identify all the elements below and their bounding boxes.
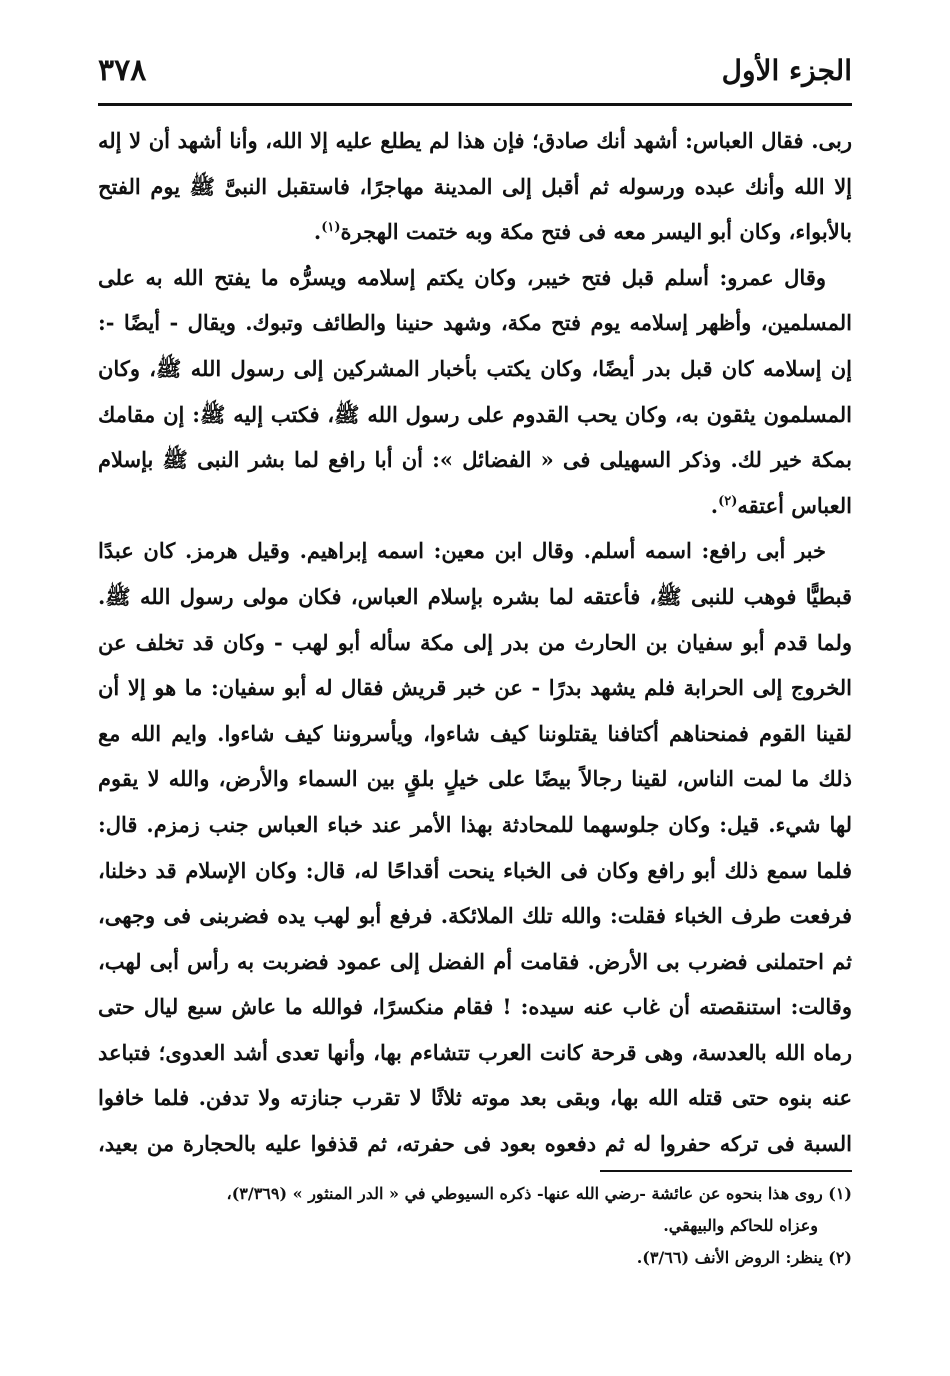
footnotes xyxy=(98,1178,852,1274)
paragraph-end: . xyxy=(710,492,719,518)
paragraph-text: وقال عمرو: أسلم قبل فتح خيبر، وكان يكتم إسلامه ويسرُّه ما يفتح الله به على المسلمين، وأظهر إسلامه يوم فتح مكة، وشهد حنينا والطائف وتبوك. ويقال - أيضًا -: إن إسلامه كان قبل بدر أيضًا، وكان يكتب بأخبار المشركين إلى رسول الله ﷺ، وكان المسلمون يثقون به، وكان يحب القدوم على رسول الله ﷺ، فكتب إليه ﷺ: إن مقامك بمكة خير لك. وذكر السهيلى فى « الفضائل »: أن أبا رافع لما بشر النبى ﷺ بإسلام العباس أعتقه xyxy=(98,264,852,518)
footnote-reference: (٢) xyxy=(718,493,738,509)
paragraph xyxy=(98,118,852,255)
paragraph-text: ربى. فقال العباس: أشهد أنك صادق؛ فإن هذا لم يطلع عليه إلا الله، وأنا أشهد أن لا إله إلا الله وأنك عبده ورسوله ثم أقبل إلى المدينة مهاجرًا، فاستقبل النبىَّ ﷺ يوم الفتح بالأبواء، وكان أبو اليسر معه فى فتح مكة وبه ختمت الهجرة xyxy=(98,128,852,245)
main-text xyxy=(98,118,852,1163)
page-number: ٣٧٨ xyxy=(98,52,147,88)
running-title: الجزء الأول xyxy=(721,53,852,87)
paragraph-text: خبر أبى رافع: اسمه أسلم. وقال ابن معين: اسمه إبراهيم. وقيل هرمز. كان عبدًا قبطيًّا فوهب للنبى ﷺ، فأعتقه لما بشره بإسلام العباس، فكان مولى رسول الله ﷺ. ولما قدم أبو سفيان بن الحارث من بدر إلى مكة سأله أبو لهب - وكان قد تخلف عن الخروج إلى الحرابة فلم يشهد بدرًا - عن خبر قريش فقال له أبو سفيان: ما هو إلا أن لقينا القوم فمنحناهم أكتافنا يقتلوننا كيف شاءوا، ويأسروننا كيف شاءوا. وايم الله مع ذلك ما لمت الناس، لقينا رجالاً بيضًا على خيلٍ بلقٍ بين السماء والأرض، والله لا يقوم لها شيء. قيل: وكان جلوسهما للمحادثة بهذا الأمر عند خباء العباس جنب زمزم. قال: فلما سمع ذلك أبو رافع وكان فى الخباء ينحت أقداحًا له، قال: وكان الإسلام قد دخلنا، فرفعت طرف الخباء فقلت: والله تلك الملائكة. فرفع أبو لهب يده فضربنى فى وجهى، ثم احتملنى فضرب بى الأرض. فقامت أم الفضل إلى عمود فضربت به رأس أبى لهب، وقالت: استنقصته أن غاب عنه سيده: ! فقام منكسرًا، فوالله ما عاش سبع ليال حتى رماه الله بالعدسة، وهى قرحة كانت العرب تتشاءم بها، وأنها تعدى أشد العدوى؛ فتباعد عنه بنوه حتى قتله الله بها، وبقى بعد موته ثلاثًا لا تقرب جنازته ولا تدفن. فلما خافوا السبة فى تركه حفروا له ثم دفعوه بعود فى حفرته، ثم قذفوا عليه بالحجارة من بعيد، xyxy=(98,538,852,1157)
paragraph xyxy=(98,255,852,529)
header-rule xyxy=(98,103,852,106)
footnote-rule xyxy=(600,1170,852,1172)
footnote-reference: (١) xyxy=(321,220,341,236)
footnote-2: (٢) ينظر: الروض الأنف (٣/٦٦). xyxy=(636,1248,852,1267)
paragraph-end: . xyxy=(313,219,322,245)
page-header xyxy=(98,42,852,98)
paragraph xyxy=(98,528,852,1163)
footnote-1: (١) روى هذا بنحوه عن عائشة -رضي الله عنها- ذكره السيوطي في « الدر المنثور » (٣/٣٦٩)، xyxy=(226,1184,852,1203)
footnote-1-continuation: وعزاه للحاكم والبيهقي. xyxy=(663,1216,818,1235)
